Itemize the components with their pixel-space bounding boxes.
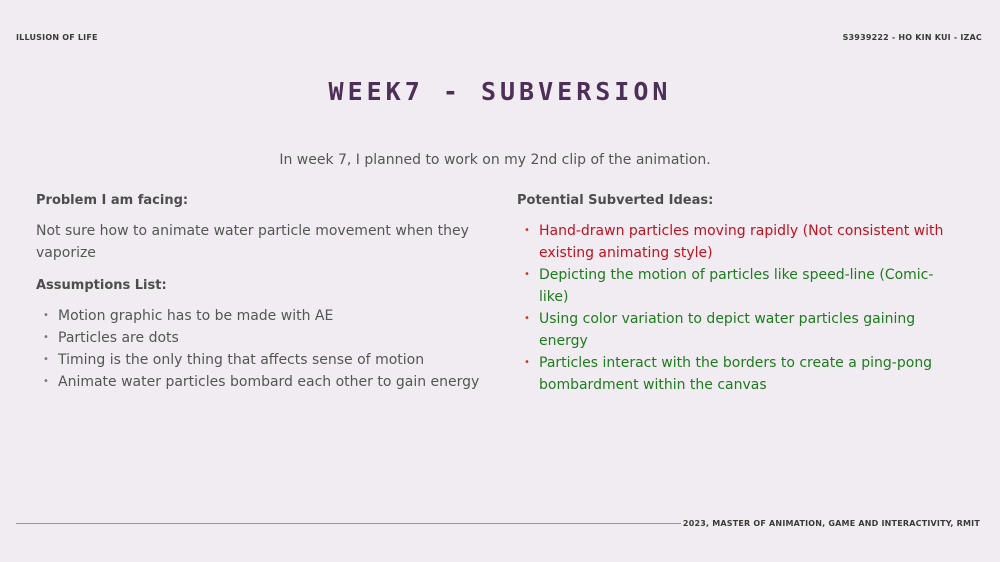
assumption-text: Animate water particles bombard each other to gain energy	[58, 374, 480, 390]
assumptions-list	[36, 305, 496, 393]
assumption-text: Motion graphic has to be made with AE	[58, 308, 334, 324]
footer-divider	[16, 523, 681, 524]
assumption-item	[36, 349, 496, 371]
intro-text: In week 7, I planned to work on my 2nd clip of the animation.	[279, 152, 711, 168]
idea-text: Particles interact with the borders to create a ping-pong bombardment within the canvas	[539, 355, 933, 393]
assumption-item	[36, 371, 496, 393]
bullet-icon: •	[524, 269, 530, 280]
problem-text: Not sure how to animate water particle movement when they vaporize	[36, 223, 469, 261]
course-label: ILLUSION OF LIFE	[16, 33, 98, 42]
problem-heading: Problem I am facing:	[36, 193, 189, 208]
ideas-list	[517, 220, 957, 396]
assumption-text: Timing is the only thing that affects sense of motion	[58, 352, 425, 368]
idea-item	[517, 308, 957, 352]
assumption-item	[36, 327, 496, 349]
assumption-item	[36, 305, 496, 327]
idea-item	[517, 264, 957, 308]
assumptions-heading: Assumptions List:	[36, 278, 167, 293]
left-column	[36, 193, 496, 393]
bullet-icon: •	[43, 354, 49, 365]
bullet-icon: •	[524, 357, 530, 368]
bullet-icon: •	[43, 376, 49, 387]
ideas-heading: Potential Subverted Ideas:	[517, 193, 714, 208]
bullet-icon: •	[43, 332, 49, 343]
idea-item	[517, 220, 957, 264]
idea-item	[517, 352, 957, 396]
bullet-icon: •	[524, 313, 530, 324]
slide-title: WEEK7 - SUBVERSION	[328, 77, 672, 106]
idea-text: Hand-drawn particles moving rapidly (Not consistent with existing animating style)	[539, 223, 944, 261]
idea-text: Using color variation to depict water particles gaining energy	[539, 311, 916, 349]
right-column	[517, 193, 957, 396]
student-id-label: S3939222 - HO KIN KUI - IZAC	[842, 33, 982, 42]
idea-text: Depicting the motion of particles like speed-line (Comic-like)	[539, 267, 934, 305]
bullet-icon: •	[524, 225, 530, 236]
bullet-icon: •	[43, 310, 49, 321]
footer-credit: 2023, MASTER OF ANIMATION, GAME AND INTERACTIVITY, RMIT	[682, 519, 980, 528]
assumption-text: Particles are dots	[58, 330, 179, 346]
